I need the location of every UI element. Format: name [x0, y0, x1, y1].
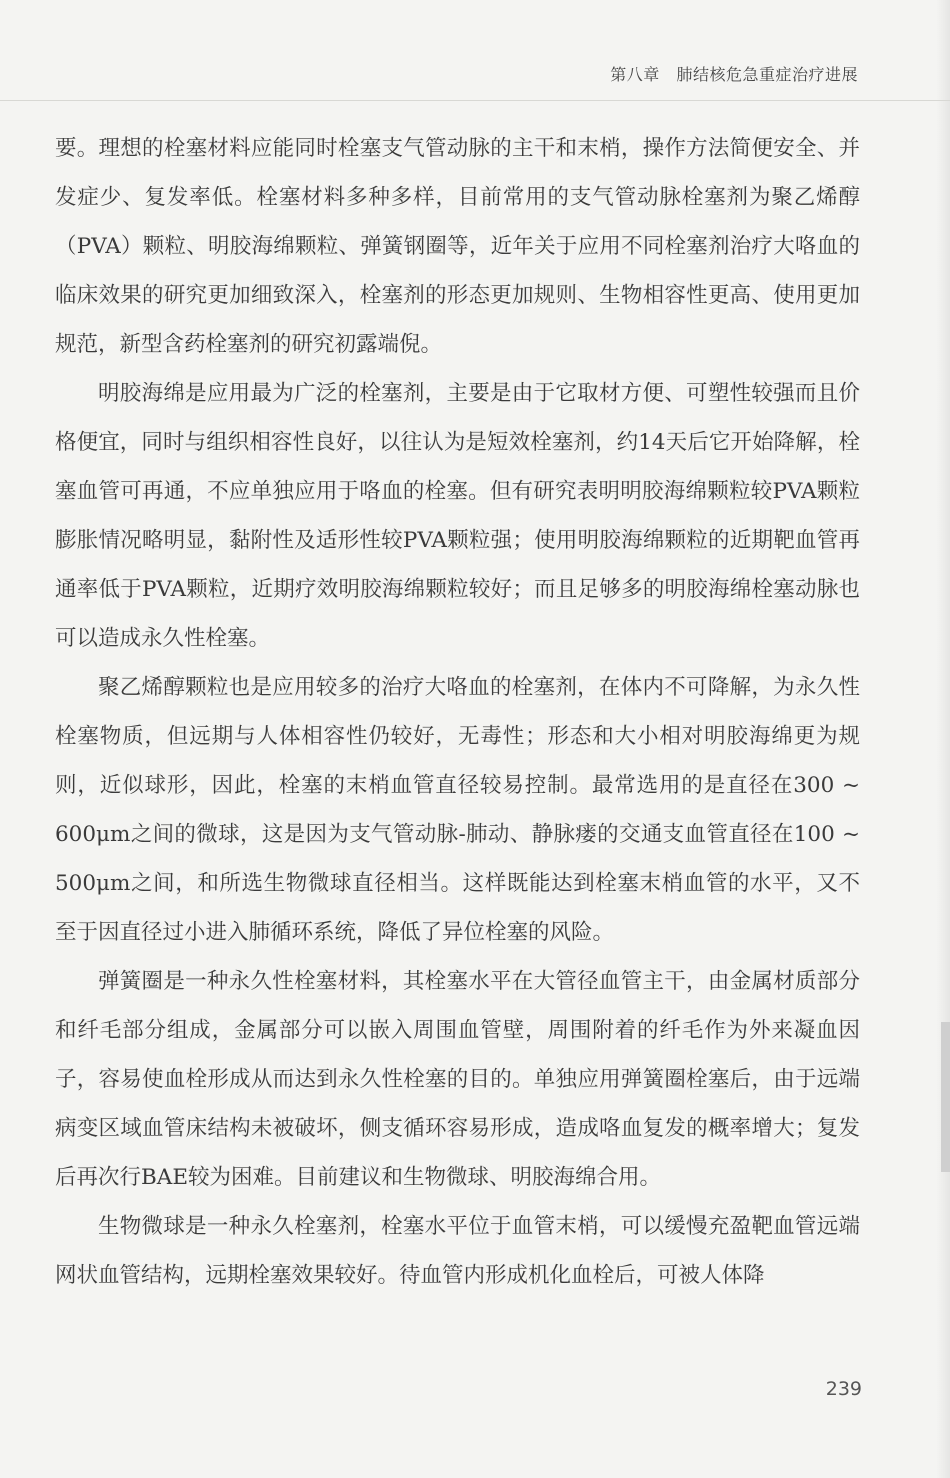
paragraph-pva: 聚乙烯醇颗粒也是应用较多的治疗大咯血的栓塞剂，在体内不可降解，为永久性栓塞物质，但远期与人体相容性仍较好，无毒性；形态和大小相对明胶海绵更为规则，近似球形，因此，栓塞的末梢血管直径较易控制。最常选用的是直径在300 ~ 600μm之间的微球，这是因为支气管动脉-肺动、静脉瘘的交通支血管直径在100 ~ 500μm之间，和所选生物微球直径相当。这样既能达到栓塞末梢血管的水平，又不至于因直径过小进入肺循环系统，降低了异位栓塞的风险。: [55, 675, 860, 945]
running-header: [610, 62, 858, 85]
chapter-title: 肺结核危急重症治疗进展: [676, 65, 858, 84]
thumb-index-tab: [941, 1022, 950, 1172]
header-divider: [0, 100, 950, 101]
paragraph-gelatin-sponge: 明胶海绵是应用最为广泛的栓塞剂，主要是由于它取材方便、可塑性较强而且价格便宜，同时与组织相容性良好，以往认为是短效栓塞剂，约14天后它开始降解，栓塞血管可再通，不应单独应用于咯血的栓塞。但有研究表明明胶海绵颗粒较PVA颗粒膨胀情况略明显，黏附性及适形性较PVA颗粒强；使用明胶海绵颗粒的近期靶血管再通率低于PVA颗粒，近期疗效明胶海绵颗粒较好；而且足够多的明胶海绵栓塞动脉也可以造成永久性栓塞。: [55, 381, 860, 651]
paragraph-microsphere: 生物微球是一种永久栓塞剂，栓塞水平位于血管末梢，可以缓慢充盈靶血管远端网状血管结构，远期栓塞效果较好。待血管内形成机化血栓后，可被人体降: [55, 1214, 860, 1288]
paragraph-continuation: 要。理想的栓塞材料应能同时栓塞支气管动脉的主干和末梢，操作方法简便安全、并发症少、复发率低。栓塞材料多种多样，目前常用的支气管动脉栓塞剂为聚乙烯醇（PVA）颗粒、明胶海绵颗粒、弹簧钢圈等，近年关于应用不同栓塞剂治疗大咯血的临床效果的研究更加细致深入，栓塞剂的形态更加规则、生物相容性更高、使用更加规范，新型含药栓塞剂的研究初露端倪。: [55, 136, 860, 357]
chapter-label: 第八章: [610, 65, 660, 84]
paragraph-coil: 弹簧圈是一种永久性栓塞材料，其栓塞水平在大管径血管主干，由金属材质部分和纤毛部分组成，金属部分可以嵌入周围血管壁，周围附着的纤毛作为外来凝血因子，容易使血栓形成从而达到永久性栓塞的目的。单独应用弹簧圈栓塞后，由于远端病变区域血管床结构未被破坏，侧支循环容易形成，造成咯血复发的概率增大；复发后再次行BAE较为困难。目前建议和生物微球、明胶海绵合用。: [55, 969, 860, 1190]
page-number: 239: [825, 1378, 862, 1400]
page-edge-shadow: [936, 0, 950, 1478]
body-text: [55, 124, 860, 1300]
